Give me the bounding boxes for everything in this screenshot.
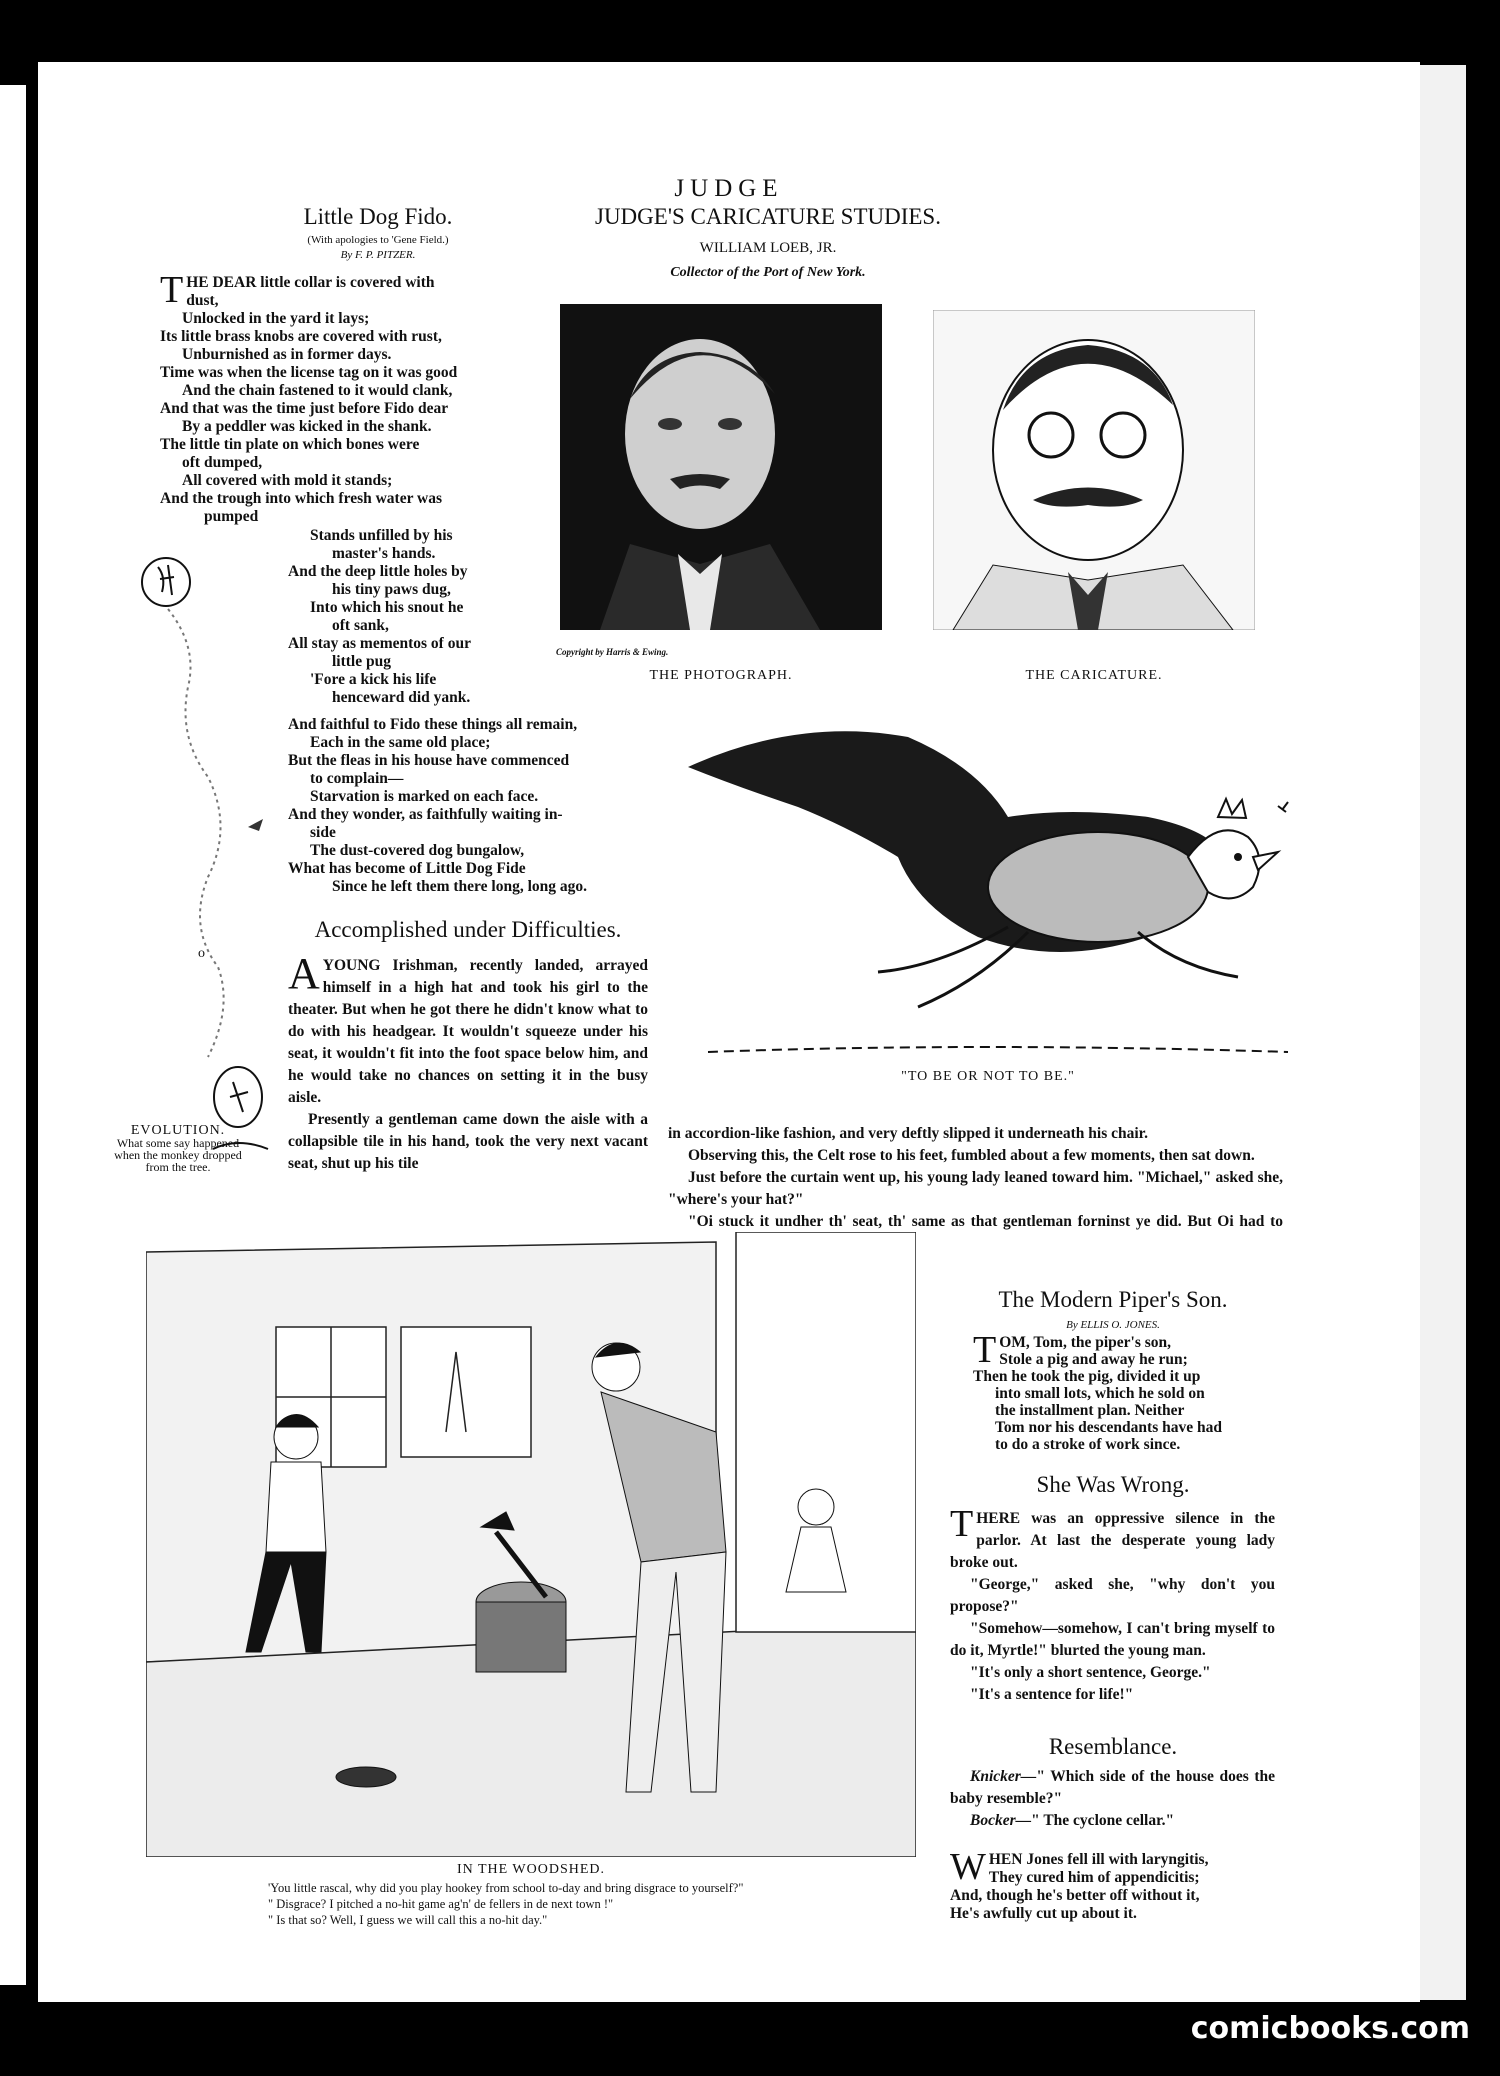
poem-line: They cured him of appendicitis; <box>988 1869 1200 1886</box>
wrong-title: She Was Wrong. <box>1036 1472 1190 1497</box>
paragraph: HERE was an oppressive silence in the parlor. At last the desperate young lady broke out. <box>950 1510 1275 1571</box>
poem-line: Its little brass knobs are covered with rust, <box>160 328 442 345</box>
poem-line: into small lots, which he sold on <box>995 1385 1205 1402</box>
poem-line: And they wonder, as faithfully waiting in- <box>288 806 563 823</box>
poem-line: And the trough into which fresh water was <box>160 490 443 507</box>
paragraph: "It's only a short sentence, George." <box>970 1664 1211 1681</box>
poem-line: oft sank, <box>332 617 389 634</box>
caricature-role: Collector of the Port of New York. <box>670 265 866 280</box>
resemblance-title: Resemblance. <box>1048 1734 1178 1759</box>
accomplished-title: Accomplished under Difficulties. <box>314 917 622 942</box>
poem-line: All covered with mold it stands; <box>182 472 393 489</box>
poem-line: And that was the time just before Fido dear <box>160 400 449 417</box>
poem-line: The dust-covered dog bungalow, <box>310 842 525 859</box>
poem-line: Each in the same old place; <box>310 734 491 751</box>
poem-line: OM, Tom, the piper's son, <box>999 1334 1172 1351</box>
dialogue-text: " Which side of the house does the baby resemble?" <box>950 1768 1275 1807</box>
poem-line: Into which his snout he <box>310 599 464 616</box>
poem-line: master's hands. <box>332 545 436 562</box>
evolution-illustration <box>138 537 288 1177</box>
paragraph: "Oi stuck it undher th' seat, th' same as that gentleman forninst ye did. But Oi had to <box>688 1213 1283 1230</box>
wrong-dropcap: T <box>950 1503 974 1545</box>
piper-title: The Modern Piper's Son. <box>998 1287 1228 1312</box>
poem-line: But the fleas in his house have commenced <box>288 752 570 769</box>
woodshed-title: IN THE WOODSHED. <box>456 1862 606 1877</box>
poem-line: little pug <box>332 653 391 670</box>
poem-line: the installment plan. Neither <box>995 1402 1185 1419</box>
fido-poem-part3 <box>288 716 688 896</box>
paragraph: "George," asked she, "why don't you propose?" <box>950 1576 1275 1615</box>
page-edge <box>1418 65 1466 2000</box>
poem-line: Starvation is marked on each face. <box>310 788 539 805</box>
resemblance-text <box>950 1766 1275 1832</box>
watermark: comicbooks.com <box>1190 2011 1470 2046</box>
woodshed-caption <box>268 1880 888 1928</box>
poem-line: his tiny paws dug, <box>332 581 451 598</box>
fido-title: Little Dog Fido. <box>303 204 453 229</box>
caption-line: " Is that so? Well, I guess we will call this a no-hit day." <box>268 1913 548 1927</box>
piper-byline: By ELLIS O. JONES. <box>1066 1319 1160 1331</box>
woodshed-cartoon <box>146 1232 916 1857</box>
jones-dropcap: W <box>950 1846 986 1888</box>
photo-label: THE PHOTOGRAPH. <box>649 668 793 683</box>
photo-credit: Copyright by Harris & Ewing. <box>556 647 669 657</box>
piper-poem <box>973 1329 1263 1453</box>
poem-line: Tom nor his descendants have had <box>995 1419 1222 1436</box>
evolution-text: What some say happened when the monkey dropped from the tree. <box>114 1136 242 1174</box>
paragraph: Just before the curtain went up, his young lady leaned toward him. "Michael," asked she, "where's your hat?" <box>668 1169 1283 1208</box>
poem-line: Stole a pig and away he run; <box>999 1351 1188 1368</box>
fido-poem-part2 <box>288 527 558 707</box>
fido-byline: By F. P. PITZER. <box>340 249 416 261</box>
svg-text:o: o <box>198 946 205 961</box>
paragraph: Presently a gentleman came down the aisle with a collapsible tile in his hand, took the very next vacant seat, shut up his tile <box>288 1111 648 1172</box>
paragraph: YOUNG Irishman, recently landed, arrayed himself in a high hat and took his girl to the theater. But when he got there he didn't know what to do with his headgear. It wouldn't squeeze under his seat, it wouldn't fit into the foot space below him, and he would take no chances on setting it in the busy aisle. <box>288 957 648 1106</box>
paragraph: in accordion-like fashion, and very deftly slipped it underneath his chair. <box>668 1125 1148 1142</box>
poem-line: Time was when the license tag on it was good <box>160 364 458 381</box>
poem-line: Unburnished as in former days. <box>182 346 392 363</box>
rooster-illustration <box>678 707 1298 1062</box>
previous-page-edge <box>0 85 26 1985</box>
caricature-drawing <box>933 310 1255 630</box>
accomplished-dropcap: A <box>288 949 320 998</box>
dialogue-line <box>950 1766 1275 1810</box>
jones-verse <box>950 1846 1275 1923</box>
caricature-header <box>578 204 958 281</box>
paragraph: Observing this, the Celt rose to his feet, fumbled about a few moments, then sat down. <box>688 1147 1255 1164</box>
poem-line: Since he left them there long, long ago. <box>332 878 588 895</box>
poem-line: The little tin plate on which bones were <box>160 436 420 453</box>
caricature-title: JUDGE'S CARICATURE STUDIES. <box>595 204 941 229</box>
fido-note: (With apologies to 'Gene Field.) <box>307 234 449 246</box>
rooster-caption: "TO BE OR NOT TO BE." <box>901 1069 1075 1084</box>
poem-line: Stands unfilled by his <box>310 527 453 544</box>
poem-line: 'Fore a kick his life <box>310 671 437 688</box>
piper-dropcap: T <box>973 1329 997 1371</box>
evolution-caption <box>108 1125 248 1173</box>
poem-line: And, though he's better off without it, <box>950 1887 1200 1904</box>
poem-line: to do a stroke of work since. <box>995 1436 1181 1453</box>
magazine-page <box>38 62 1420 2002</box>
poem-line: oft dumped, <box>182 454 263 471</box>
speaker: Knicker— <box>970 1768 1037 1785</box>
caption-line: " Disgrace? I pitched a no-hit game ag'n' de fellers in de next town !" <box>268 1897 614 1911</box>
poem-line: HEN Jones fell ill with laryngitis, <box>988 1851 1209 1868</box>
poem-line: He's awfully cut up about it. <box>950 1905 1137 1922</box>
wrong-text <box>950 1503 1275 1706</box>
caricature-label: THE CARICATURE. <box>1025 668 1163 683</box>
poem-line: side <box>310 824 336 841</box>
dialogue-line <box>950 1810 1275 1832</box>
poem-line: Unlocked in the yard it lays; <box>182 310 370 327</box>
poem-line: pumped <box>204 508 259 525</box>
poem-line: And the chain fastened to it would clank, <box>182 382 453 399</box>
caption-line: 'You little rascal, why did you play hookey from school to-day and bring disgrace to yourself?" <box>268 1881 744 1895</box>
masthead: JUDGE <box>674 175 784 202</box>
poem-line: HE DEAR little collar is covered with <box>186 274 435 291</box>
speaker: Bocker— <box>970 1812 1032 1829</box>
caricature-name: WILLIAM LOEB, JR. <box>699 240 837 256</box>
fido-header <box>188 204 568 261</box>
photograph <box>560 304 882 630</box>
poem-line: to complain— <box>310 770 404 787</box>
poem-line: All stay as mementos of our <box>288 635 471 652</box>
fido-dropcap: T <box>160 269 184 311</box>
poem-line: dust, <box>186 292 219 309</box>
evolution-title: EVOLUTION. <box>130 1123 226 1138</box>
poem-line: What has become of Little Dog Fide <box>288 860 526 877</box>
paragraph: "It's a sentence for life!" <box>970 1686 1134 1703</box>
accomplished-col1 <box>288 949 648 1175</box>
poem-line: By a peddler was kicked in the shank. <box>182 418 432 435</box>
poem-line: And faithful to Fido these things all remain, <box>288 716 578 733</box>
paragraph: "Somehow—somehow, I can't bring myself to do it, Myrtle!" blurted the young man. <box>950 1620 1275 1659</box>
poem-line: Then he took the pig, divided it up <box>973 1368 1201 1385</box>
poem-line: henceward did yank. <box>332 689 471 706</box>
dialogue-text: " The cyclone cellar." <box>1031 1812 1175 1829</box>
fido-poem <box>160 269 560 526</box>
poem-line: And the deep little holes by <box>288 563 468 580</box>
